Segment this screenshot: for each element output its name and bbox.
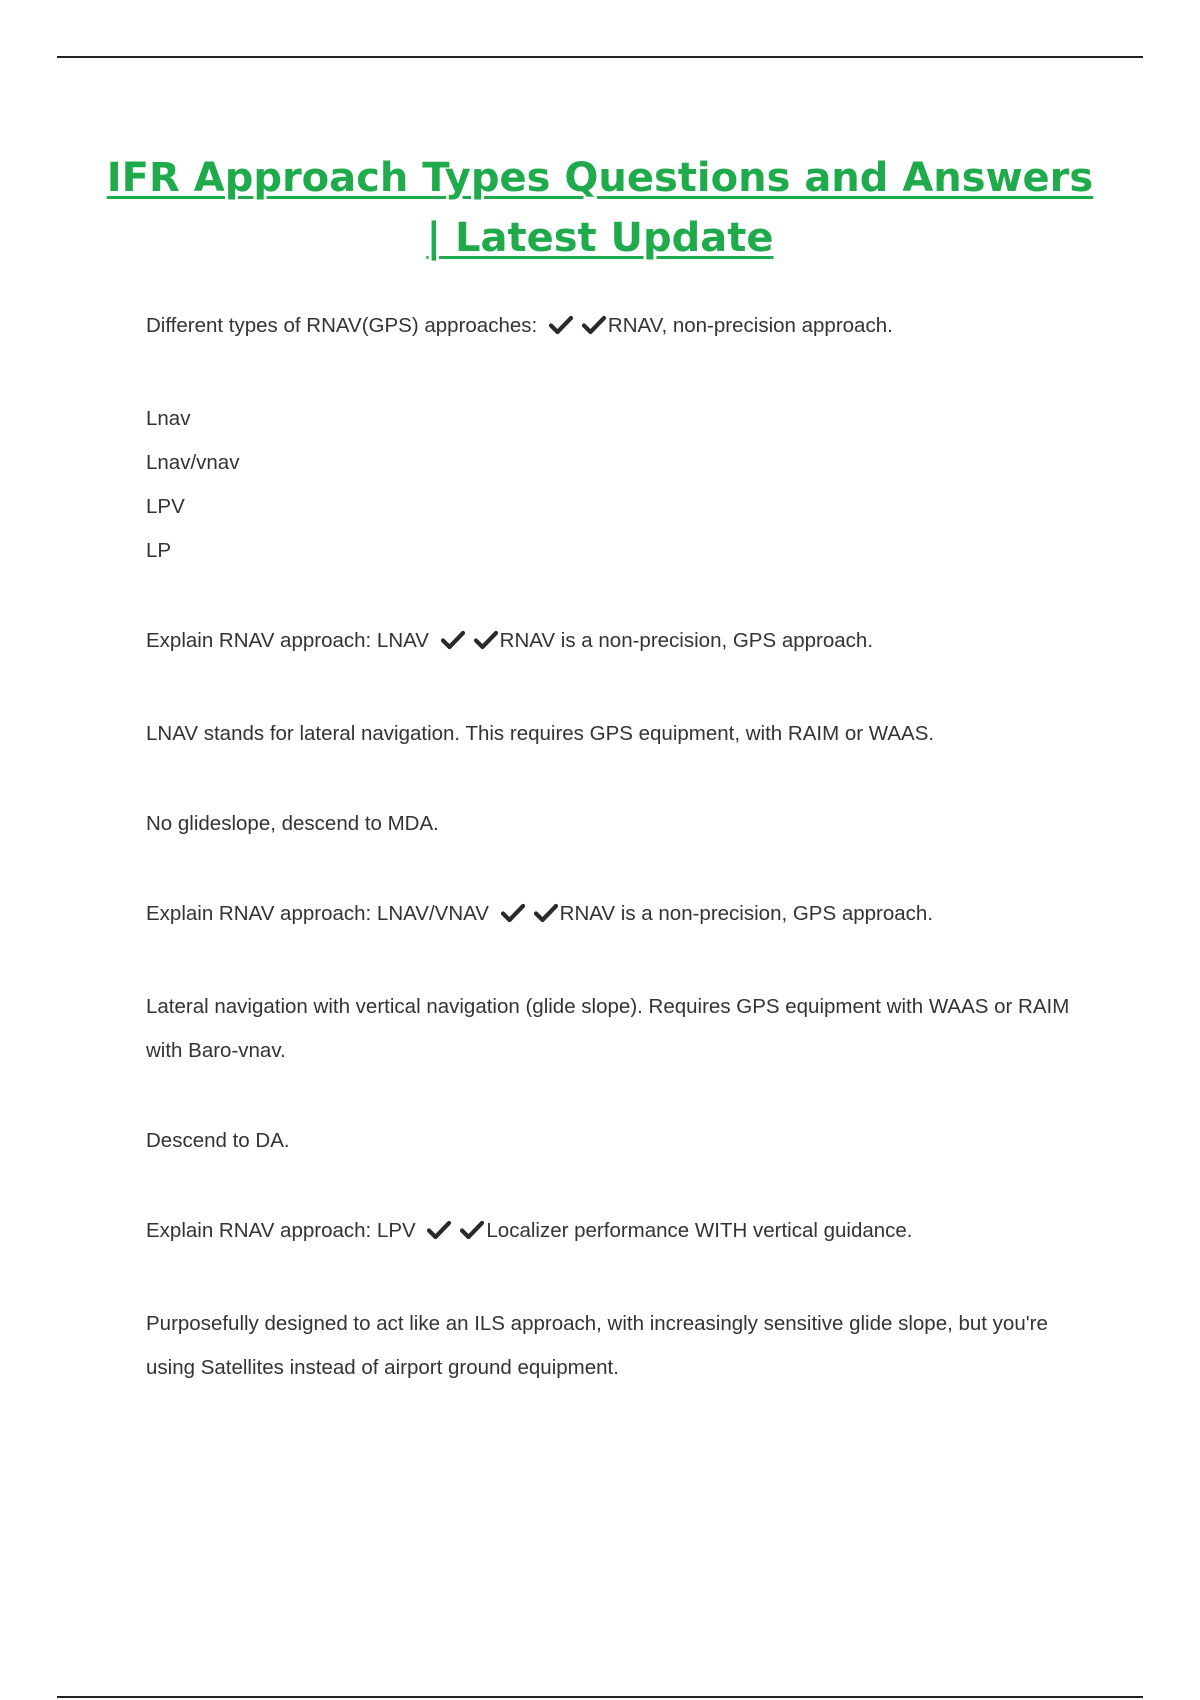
checkmark-icon	[534, 903, 558, 923]
checkmark-icon	[582, 315, 606, 335]
checkmark-icon	[501, 903, 525, 923]
checkmark-icon	[549, 315, 573, 335]
double-checkmark-icon	[549, 307, 606, 351]
list-item: LPV	[146, 495, 185, 518]
qa-content	[146, 304, 1086, 1390]
answer-text: RNAV is a non-precision, GPS approach.	[559, 902, 934, 925]
qa-item	[146, 892, 1086, 939]
list-item: LP	[146, 539, 172, 562]
top-divider	[57, 56, 1143, 58]
detail-paragraph: Descend to DA.	[146, 1129, 290, 1152]
answer-text: RNAV, non-precision approach.	[607, 314, 893, 337]
detail-paragraph: Purposefully designed to act like an ILS approach, with increasingly sensitive glide slope, but you're using Satellites instead of airport ground equipment.	[146, 1312, 1048, 1379]
answer-text: RNAV is a non-precision, GPS approach.	[499, 629, 874, 652]
detail-paragraph: LNAV stands for lateral navigation. This requires GPS equipment, with RAIM or WAAS.	[146, 722, 935, 745]
question-text: Different types of RNAV(GPS) approaches:	[146, 314, 538, 337]
checkmark-icon	[427, 1220, 451, 1240]
list-item: Lnav/vnav	[146, 451, 240, 474]
qa-item	[146, 304, 1086, 351]
bottom-divider	[57, 1696, 1143, 1698]
detail-paragraph: Lateral navigation with vertical navigation (glide slope). Requires GPS equipment with WAAS or RAIM with Baro-vnav.	[146, 995, 1070, 1062]
question-text: Explain RNAV approach: LNAV	[146, 629, 429, 652]
qa-item	[146, 1209, 1086, 1256]
question-text: Explain RNAV approach: LNAV/VNAV	[146, 902, 489, 925]
double-checkmark-icon	[427, 1212, 484, 1256]
answer-text: Localizer performance WITH vertical guidance.	[486, 1219, 913, 1242]
checkmark-icon	[441, 630, 465, 650]
question-text: Explain RNAV approach: LPV	[146, 1219, 416, 1242]
detail-paragraph: No glideslope, descend to MDA.	[146, 812, 439, 835]
document-title: IFR Approach Types Questions and Answers | Latest Update	[106, 155, 1094, 261]
double-checkmark-icon	[441, 622, 498, 666]
checkmark-icon	[474, 630, 498, 650]
checkmark-icon	[460, 1220, 484, 1240]
list-item: Lnav	[146, 407, 191, 430]
double-checkmark-icon	[501, 895, 558, 939]
qa-item	[146, 619, 1086, 666]
